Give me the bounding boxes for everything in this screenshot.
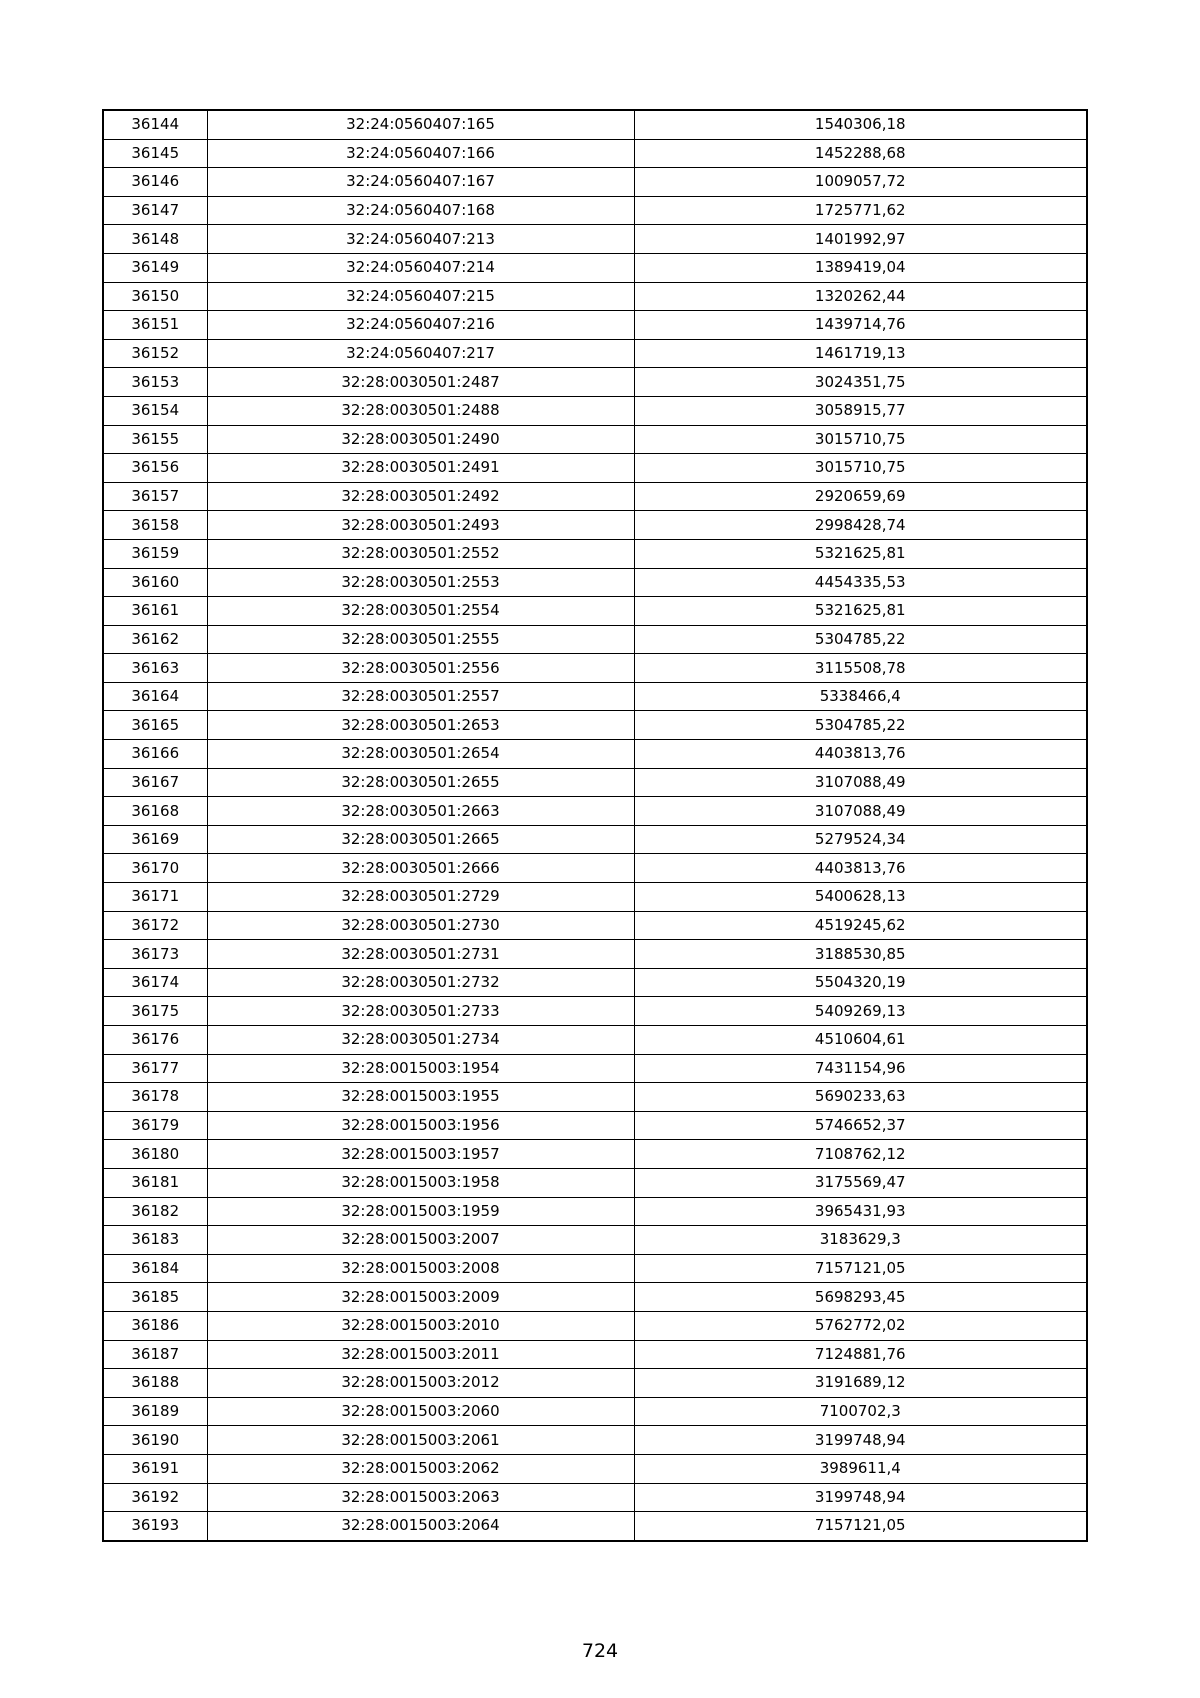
value-cell: 5698293,45 [634, 1283, 1087, 1312]
row-number-cell: 36163 [103, 654, 207, 683]
row-number-cell: 36190 [103, 1426, 207, 1455]
value-cell: 3965431,93 [634, 1197, 1087, 1226]
table-row [103, 625, 1087, 654]
value-cell: 1320262,44 [634, 282, 1087, 311]
value-cell: 1389419,04 [634, 253, 1087, 282]
row-number-cell: 36153 [103, 368, 207, 397]
value-cell: 7124881,76 [634, 1340, 1087, 1369]
row-number-cell: 36161 [103, 597, 207, 626]
row-number-cell: 36164 [103, 682, 207, 711]
row-number-cell: 36192 [103, 1483, 207, 1512]
row-number-cell: 36167 [103, 768, 207, 797]
value-cell: 7431154,96 [634, 1054, 1087, 1083]
table-row [103, 1340, 1087, 1369]
value-cell: 1439714,76 [634, 311, 1087, 340]
value-cell: 3015710,75 [634, 454, 1087, 483]
row-number-cell: 36180 [103, 1140, 207, 1169]
value-cell: 4403813,76 [634, 854, 1087, 883]
value-cell: 5746652,37 [634, 1111, 1087, 1140]
table-row [103, 196, 1087, 225]
cadastral-number-cell: 32:24:0560407:217 [207, 339, 634, 368]
cadastral-number-cell: 32:28:0015003:1955 [207, 1083, 634, 1112]
cadastral-number-cell: 32:24:0560407:215 [207, 282, 634, 311]
table-row [103, 539, 1087, 568]
row-number-cell: 36158 [103, 511, 207, 540]
table-row [103, 282, 1087, 311]
table-row [103, 854, 1087, 883]
page-number: 724 [581, 1640, 619, 1662]
value-cell: 5279524,34 [634, 825, 1087, 854]
table-row [103, 1197, 1087, 1226]
table-row [103, 968, 1087, 997]
cadastral-number-cell: 32:28:0015003:1954 [207, 1054, 634, 1083]
registry-table [102, 109, 1088, 1542]
cadastral-number-cell: 32:28:0015003:2009 [207, 1283, 634, 1312]
cadastral-number-cell: 32:28:0030501:2488 [207, 396, 634, 425]
value-cell: 3107088,49 [634, 797, 1087, 826]
row-number-cell: 36176 [103, 1026, 207, 1055]
cadastral-number-cell: 32:24:0560407:168 [207, 196, 634, 225]
cadastral-number-cell: 32:28:0015003:2012 [207, 1369, 634, 1398]
table-row [103, 168, 1087, 197]
row-number-cell: 36155 [103, 425, 207, 454]
row-number-cell: 36170 [103, 854, 207, 883]
table-row [103, 1111, 1087, 1140]
cadastral-number-cell: 32:28:0030501:2663 [207, 797, 634, 826]
cadastral-number-cell: 32:28:0030501:2487 [207, 368, 634, 397]
value-cell: 5321625,81 [634, 597, 1087, 626]
table-row [103, 1454, 1087, 1483]
value-cell: 3058915,77 [634, 396, 1087, 425]
row-number-cell: 36149 [103, 253, 207, 282]
cadastral-number-cell: 32:28:0030501:2654 [207, 740, 634, 769]
cadastral-number-cell: 32:28:0030501:2655 [207, 768, 634, 797]
table-row [103, 110, 1087, 139]
table-row [103, 1397, 1087, 1426]
cadastral-number-cell: 32:28:0030501:2557 [207, 682, 634, 711]
cadastral-number-cell: 32:28:0030501:2554 [207, 597, 634, 626]
row-number-cell: 36188 [103, 1369, 207, 1398]
table-row [103, 911, 1087, 940]
value-cell: 1461719,13 [634, 339, 1087, 368]
cadastral-number-cell: 32:28:0015003:1959 [207, 1197, 634, 1226]
table-row [103, 482, 1087, 511]
row-number-cell: 36165 [103, 711, 207, 740]
row-number-cell: 36160 [103, 568, 207, 597]
row-number-cell: 36184 [103, 1254, 207, 1283]
row-number-cell: 36172 [103, 911, 207, 940]
table-row [103, 311, 1087, 340]
row-number-cell: 36144 [103, 110, 207, 139]
row-number-cell: 36181 [103, 1168, 207, 1197]
table-row [103, 940, 1087, 969]
table-row [103, 1426, 1087, 1455]
value-cell: 3199748,94 [634, 1483, 1087, 1512]
cadastral-number-cell: 32:28:0015003:2064 [207, 1512, 634, 1541]
cadastral-number-cell: 32:28:0015003:2063 [207, 1483, 634, 1512]
table-row [103, 1140, 1087, 1169]
row-number-cell: 36182 [103, 1197, 207, 1226]
table-row [103, 1083, 1087, 1112]
table-row [103, 1483, 1087, 1512]
row-number-cell: 36187 [103, 1340, 207, 1369]
row-number-cell: 36156 [103, 454, 207, 483]
row-number-cell: 36183 [103, 1226, 207, 1255]
cadastral-number-cell: 32:28:0030501:2732 [207, 968, 634, 997]
table-row [103, 883, 1087, 912]
value-cell: 3183629,3 [634, 1226, 1087, 1255]
row-number-cell: 36175 [103, 997, 207, 1026]
cadastral-number-cell: 32:24:0560407:216 [207, 311, 634, 340]
cadastral-number-cell: 32:28:0015003:1957 [207, 1140, 634, 1169]
table-row [103, 253, 1087, 282]
value-cell: 5304785,22 [634, 711, 1087, 740]
table-row [103, 511, 1087, 540]
table-row [103, 825, 1087, 854]
cadastral-number-cell: 32:28:0030501:2493 [207, 511, 634, 540]
row-number-cell: 36151 [103, 311, 207, 340]
table-row [103, 1369, 1087, 1398]
cadastral-number-cell: 32:28:0030501:2731 [207, 940, 634, 969]
value-cell: 1725771,62 [634, 196, 1087, 225]
cadastral-number-cell: 32:28:0015003:2008 [207, 1254, 634, 1283]
value-cell: 7157121,05 [634, 1254, 1087, 1283]
table-row [103, 597, 1087, 626]
cadastral-number-cell: 32:28:0030501:2555 [207, 625, 634, 654]
table-row [103, 768, 1087, 797]
value-cell: 1009057,72 [634, 168, 1087, 197]
value-cell: 5338466,4 [634, 682, 1087, 711]
value-cell: 3024351,75 [634, 368, 1087, 397]
cadastral-number-cell: 32:24:0560407:213 [207, 225, 634, 254]
table-row [103, 368, 1087, 397]
cadastral-number-cell: 32:28:0030501:2556 [207, 654, 634, 683]
value-cell: 3107088,49 [634, 768, 1087, 797]
row-number-cell: 36185 [103, 1283, 207, 1312]
table-row [103, 139, 1087, 168]
cadastral-number-cell: 32:28:0015003:2061 [207, 1426, 634, 1455]
cadastral-number-cell: 32:24:0560407:214 [207, 253, 634, 282]
row-number-cell: 36189 [103, 1397, 207, 1426]
value-cell: 4519245,62 [634, 911, 1087, 940]
value-cell: 7108762,12 [634, 1140, 1087, 1169]
row-number-cell: 36145 [103, 139, 207, 168]
value-cell: 3199748,94 [634, 1426, 1087, 1455]
value-cell: 5304785,22 [634, 625, 1087, 654]
row-number-cell: 36173 [103, 940, 207, 969]
cadastral-number-cell: 32:28:0015003:1956 [207, 1111, 634, 1140]
table-row [103, 454, 1087, 483]
value-cell: 1401992,97 [634, 225, 1087, 254]
value-cell: 5504320,19 [634, 968, 1087, 997]
table-row [103, 339, 1087, 368]
cadastral-number-cell: 32:28:0015003:2010 [207, 1311, 634, 1340]
cadastral-number-cell: 32:28:0030501:2552 [207, 539, 634, 568]
cadastral-number-cell: 32:28:0015003:2011 [207, 1340, 634, 1369]
row-number-cell: 36186 [103, 1311, 207, 1340]
row-number-cell: 36166 [103, 740, 207, 769]
cadastral-number-cell: 32:24:0560407:166 [207, 139, 634, 168]
row-number-cell: 36193 [103, 1512, 207, 1541]
value-cell: 1452288,68 [634, 139, 1087, 168]
row-number-cell: 36191 [103, 1454, 207, 1483]
cadastral-number-cell: 32:28:0030501:2553 [207, 568, 634, 597]
row-number-cell: 36162 [103, 625, 207, 654]
table-row [103, 396, 1087, 425]
value-cell: 3188530,85 [634, 940, 1087, 969]
table-row [103, 425, 1087, 454]
table-body [103, 110, 1087, 1541]
value-cell: 3191689,12 [634, 1369, 1087, 1398]
row-number-cell: 36174 [103, 968, 207, 997]
cadastral-number-cell: 32:24:0560407:167 [207, 168, 634, 197]
table-row [103, 1254, 1087, 1283]
cadastral-number-cell: 32:28:0015003:2062 [207, 1454, 634, 1483]
cadastral-number-cell: 32:28:0030501:2665 [207, 825, 634, 854]
table-row [103, 1054, 1087, 1083]
cadastral-number-cell: 32:28:0030501:2666 [207, 854, 634, 883]
table-row [103, 1026, 1087, 1055]
row-number-cell: 36150 [103, 282, 207, 311]
cadastral-number-cell: 32:28:0030501:2730 [207, 911, 634, 940]
table-row [103, 997, 1087, 1026]
value-cell: 2998428,74 [634, 511, 1087, 540]
value-cell: 5400628,13 [634, 883, 1087, 912]
cadastral-number-cell: 32:24:0560407:165 [207, 110, 634, 139]
value-cell: 3175569,47 [634, 1168, 1087, 1197]
cadastral-number-cell: 32:28:0015003:1958 [207, 1168, 634, 1197]
table-row [103, 711, 1087, 740]
row-number-cell: 36157 [103, 482, 207, 511]
value-cell: 7100702,3 [634, 1397, 1087, 1426]
row-number-cell: 36178 [103, 1083, 207, 1112]
value-cell: 4454335,53 [634, 568, 1087, 597]
row-number-cell: 36179 [103, 1111, 207, 1140]
cadastral-number-cell: 32:28:0030501:2492 [207, 482, 634, 511]
value-cell: 3115508,78 [634, 654, 1087, 683]
row-number-cell: 36154 [103, 396, 207, 425]
table-row [103, 682, 1087, 711]
row-number-cell: 36168 [103, 797, 207, 826]
value-cell: 1540306,18 [634, 110, 1087, 139]
row-number-cell: 36152 [103, 339, 207, 368]
row-number-cell: 36159 [103, 539, 207, 568]
table-row [103, 1283, 1087, 1312]
cadastral-number-cell: 32:28:0015003:2007 [207, 1226, 634, 1255]
value-cell: 5409269,13 [634, 997, 1087, 1026]
table-row [103, 740, 1087, 769]
row-number-cell: 36169 [103, 825, 207, 854]
row-number-cell: 36147 [103, 196, 207, 225]
value-cell: 5321625,81 [634, 539, 1087, 568]
cadastral-number-cell: 32:28:0030501:2491 [207, 454, 634, 483]
value-cell: 3989611,4 [634, 1454, 1087, 1483]
table-row [103, 797, 1087, 826]
table-row [103, 1512, 1087, 1541]
row-number-cell: 36171 [103, 883, 207, 912]
table-row [103, 1226, 1087, 1255]
cadastral-number-cell: 32:28:0030501:2733 [207, 997, 634, 1026]
cadastral-number-cell: 32:28:0030501:2734 [207, 1026, 634, 1055]
value-cell: 4403813,76 [634, 740, 1087, 769]
value-cell: 3015710,75 [634, 425, 1087, 454]
cadastral-number-cell: 32:28:0030501:2653 [207, 711, 634, 740]
cadastral-number-cell: 32:28:0030501:2490 [207, 425, 634, 454]
table-row [103, 654, 1087, 683]
cadastral-number-cell: 32:28:0015003:2060 [207, 1397, 634, 1426]
value-cell: 7157121,05 [634, 1512, 1087, 1541]
value-cell: 5690233,63 [634, 1083, 1087, 1112]
row-number-cell: 36146 [103, 168, 207, 197]
table-row [103, 568, 1087, 597]
cadastral-number-cell: 32:28:0030501:2729 [207, 883, 634, 912]
value-cell: 2920659,69 [634, 482, 1087, 511]
table-row [103, 1311, 1087, 1340]
value-cell: 5762772,02 [634, 1311, 1087, 1340]
row-number-cell: 36148 [103, 225, 207, 254]
table-row [103, 225, 1087, 254]
value-cell: 4510604,61 [634, 1026, 1087, 1055]
row-number-cell: 36177 [103, 1054, 207, 1083]
table-row [103, 1168, 1087, 1197]
